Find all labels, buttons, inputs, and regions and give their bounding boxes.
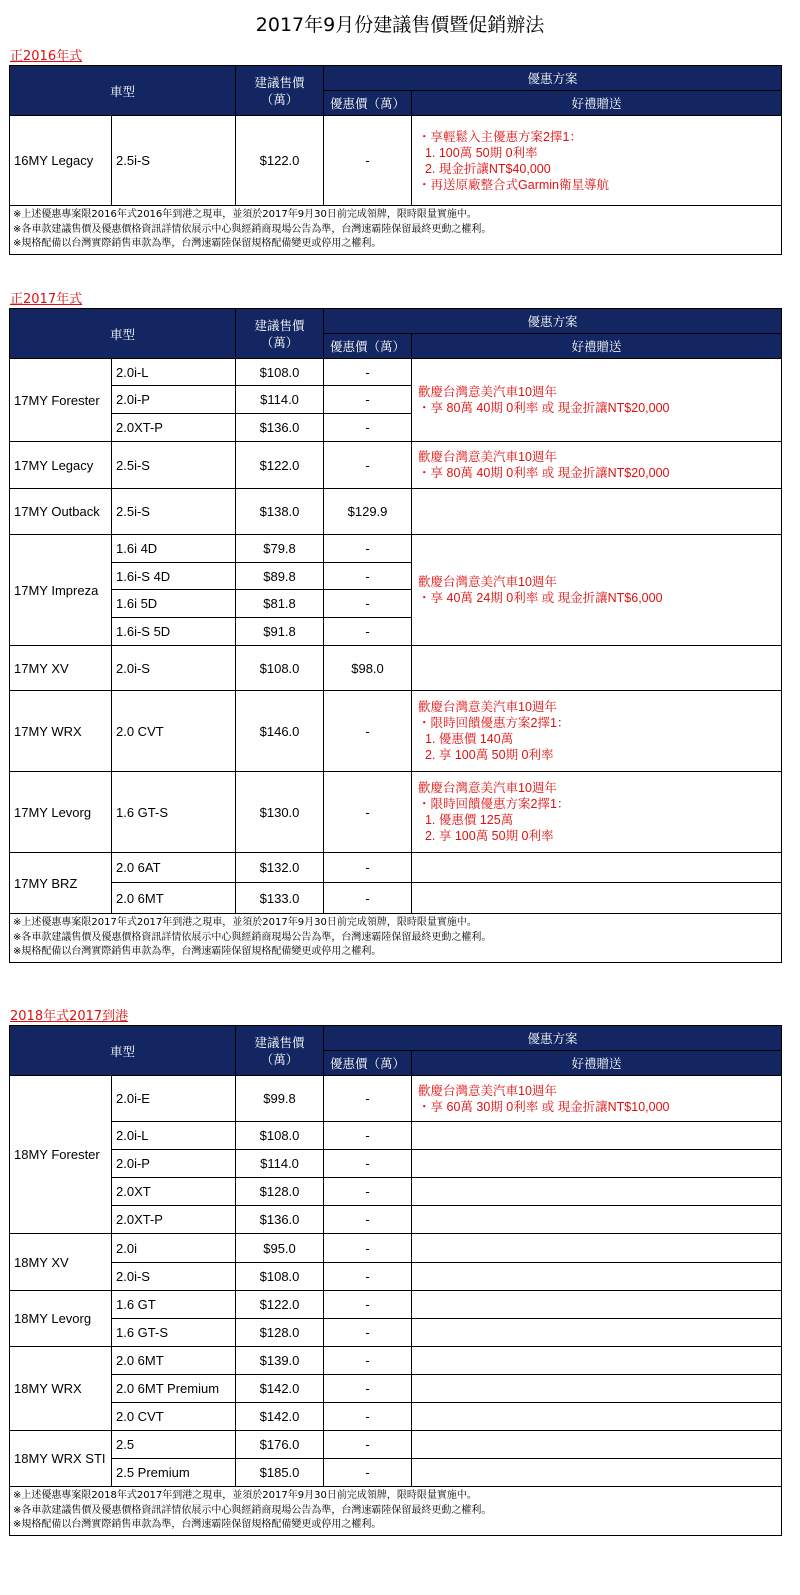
discount-cell: - [324, 1206, 412, 1234]
trim-cell: 2.5i-S [112, 116, 236, 206]
price-cell: $79.8 [236, 535, 324, 563]
table-row [10, 691, 782, 772]
price-cell: $176.0 [236, 1431, 324, 1459]
promo-line: ・享輕鬆入主優惠方案2擇1： [418, 129, 582, 144]
discount-cell: - [324, 359, 412, 386]
trim-cell: 1.6i-S 4D [112, 563, 236, 590]
model-cell: 17MY WRX [10, 691, 112, 772]
model-cell: 18MY XV [10, 1234, 112, 1291]
trim-cell: 2.0XT-P [112, 1206, 236, 1234]
discount-cell: - [324, 883, 412, 914]
price-cell: $133.0 [236, 883, 324, 914]
discount-cell: - [324, 772, 412, 853]
table-row [10, 1291, 782, 1319]
price-cell: $114.0 [236, 1150, 324, 1178]
table-row [10, 1122, 782, 1150]
model-cell: 17MY Outback [10, 489, 112, 535]
promo-cell [412, 116, 782, 206]
header-msrp-text: 建議售價（萬） [254, 317, 305, 350]
trim-cell: 2.0i-P [112, 386, 236, 414]
table-row [10, 883, 782, 914]
promo-line: 2. 享 100萬 50期 0利率 [418, 748, 554, 762]
promo-line: 歡慶台灣意美汽車10週年 [418, 781, 557, 795]
section-label-2018: 2018年式2017到港 [10, 1009, 129, 1024]
price-cell: $91.8 [236, 618, 324, 646]
promo-line: ・限時回饋優惠方案2擇1： [418, 716, 570, 730]
promo-line: ・享 60萬 30期 0利率 或 現金折讓NT$10,000 [418, 1099, 670, 1114]
note-line: ※上述優惠專案限2017年式2017年到港之現車，並須於2017年9月30日前完成領牌，限時限量實施中。 [13, 917, 477, 929]
promo-line: 歡慶台灣意美汽車10週年 [418, 700, 557, 714]
trim-cell: 2.5 [112, 1431, 236, 1459]
header-msrp [236, 1026, 324, 1076]
promo-cell [412, 1234, 782, 1263]
header-model: 車型 [10, 309, 236, 359]
discount-cell: - [324, 1234, 412, 1263]
trim-cell: 1.6 GT [112, 1291, 236, 1319]
price-cell: $122.0 [236, 442, 324, 489]
table-row [10, 1375, 782, 1403]
price-cell: $139.0 [236, 1347, 324, 1375]
price-cell: $142.0 [236, 1375, 324, 1403]
model-cell: 17MY Forester [10, 359, 112, 442]
promo-line: ・限時回饋優惠方案2擇1： [418, 797, 570, 811]
trim-cell: 1.6 GT-S [112, 772, 236, 853]
discount-cell: $98.0 [324, 646, 412, 691]
promo-line: 1. 100萬 50期 0利率 [418, 145, 538, 160]
price-cell: $108.0 [236, 1263, 324, 1291]
discount-cell: $129.9 [324, 489, 412, 535]
model-cell: 16MY Legacy [10, 116, 112, 206]
trim-cell: 2.0i-L [112, 359, 236, 386]
trim-cell: 2.0 6MT [112, 883, 236, 914]
trim-cell: 2.0i-L [112, 1122, 236, 1150]
table-row [10, 359, 782, 386]
price-cell: $122.0 [236, 116, 324, 206]
table-row [10, 1403, 782, 1431]
price-cell: $136.0 [236, 1206, 324, 1234]
price-cell: $89.8 [236, 563, 324, 590]
header-msrp [236, 309, 324, 359]
promo-cell [412, 535, 782, 646]
price-cell: $138.0 [236, 489, 324, 535]
promo-cell [412, 1076, 782, 1122]
header-msrp [236, 66, 324, 116]
trim-cell: 2.0i-P [112, 1150, 236, 1178]
header-model: 車型 [10, 66, 236, 116]
header-discount: 優惠價（萬） [324, 91, 412, 116]
model-cell: 17MY Impreza [10, 535, 112, 646]
model-cell: 18MY Forester [10, 1076, 112, 1234]
note-line: ※上述優惠專案限2018年式2017年到港之現車，並須於2017年9月30日前完成領牌，限時限量實施中。 [13, 1490, 477, 1501]
note-line: ※各車款建議售價及優惠價格資訊詳情依展示中心與經銷商現場公告為準，台灣速霸陸保留最終更動之權利。 [13, 223, 492, 235]
price-cell: $128.0 [236, 1178, 324, 1206]
discount-cell: - [324, 1291, 412, 1319]
promo-cell [412, 1319, 782, 1347]
promo-cell [412, 359, 782, 442]
discount-cell: - [324, 386, 412, 414]
promo-cell [412, 1178, 782, 1206]
discount-cell: - [324, 1150, 412, 1178]
price-cell: $130.0 [236, 772, 324, 853]
discount-cell: - [324, 442, 412, 489]
trim-cell: 2.0XT-P [112, 414, 236, 442]
price-cell: $132.0 [236, 853, 324, 883]
header-discount: 優惠價（萬） [324, 1051, 412, 1076]
price-cell: $136.0 [236, 414, 324, 442]
table-row [10, 1178, 782, 1206]
model-cell: 17MY Legacy [10, 442, 112, 489]
header-row [10, 1026, 782, 1051]
header-gift: 好禮贈送 [412, 1051, 782, 1076]
table-row [10, 116, 782, 206]
trim-cell: 2.0 6MT [112, 1347, 236, 1375]
table-row [10, 1263, 782, 1291]
price-cell: $146.0 [236, 691, 324, 772]
price-cell: $95.0 [236, 1234, 324, 1263]
promo-cell [412, 1431, 782, 1459]
model-cell: 17MY XV [10, 646, 112, 691]
notes-cell [10, 914, 782, 963]
promo-line: 歡慶台灣意美汽車10週年 [418, 450, 557, 464]
promo-cell [412, 1403, 782, 1431]
trim-cell: 2.0i-E [112, 1076, 236, 1122]
trim-cell: 1.6 GT-S [112, 1319, 236, 1347]
promo-cell [412, 772, 782, 853]
notes-row [10, 206, 782, 255]
promo-cell [412, 691, 782, 772]
trim-cell: 2.5i-S [112, 489, 236, 535]
trim-cell: 2.0 6MT Premium [112, 1375, 236, 1403]
price-cell: $99.8 [236, 1076, 324, 1122]
price-table-2018 [9, 1025, 782, 1536]
table-row [10, 772, 782, 853]
table-row [10, 1206, 782, 1234]
promo-line: ・再送原廠整合式Garmin衛星導航 [418, 177, 609, 192]
table-row [10, 535, 782, 563]
trim-cell: 2.0 CVT [112, 1403, 236, 1431]
note-line: ※各車款建議售價及優惠價格資訊詳情依展示中心與經銷商現場公告為準，台灣速霸陸保留最終更動之權利。 [13, 1504, 492, 1516]
promo-cell [412, 1291, 782, 1319]
discount-cell: - [324, 1347, 412, 1375]
price-cell: $142.0 [236, 1403, 324, 1431]
promo-line: 歡慶台灣意美汽車10週年 [418, 575, 557, 589]
note-line: ※各車款建議售價及優惠價格資訊詳情依展示中心與經銷商現場公告為準，台灣速霸陸保留最終更動之權利。 [13, 931, 492, 943]
promo-cell [412, 1263, 782, 1291]
price-cell: $114.0 [236, 386, 324, 414]
header-row [10, 66, 782, 91]
header-gift: 好禮贈送 [412, 91, 782, 116]
note-line: ※規格配備以台灣實際銷售車款為準，台灣速霸陸保留規格配備變更或停用之權利。 [13, 946, 382, 958]
discount-cell: - [324, 1263, 412, 1291]
discount-cell: - [324, 691, 412, 772]
table-row [10, 853, 782, 883]
price-cell: $108.0 [236, 1122, 324, 1150]
table-row [10, 646, 782, 691]
price-table-2017 [9, 308, 782, 963]
model-cell: 17MY BRZ [10, 853, 112, 914]
notes-cell [10, 206, 782, 255]
header-msrp-text: 建議售價（萬） [254, 1034, 305, 1067]
promo-line: 1. 優惠價 140萬 [418, 732, 514, 746]
table-row [10, 1150, 782, 1178]
promo-line: ・享 80萬 40期 0利率 或 現金折讓NT$20,000 [418, 401, 670, 415]
trim-cell: 2.5 Premium [112, 1459, 236, 1487]
page-title: 2017年9月份建議售價暨促銷辦法 [255, 14, 545, 36]
header-discount: 優惠價（萬） [324, 334, 412, 359]
table-row [10, 1076, 782, 1122]
table-row [10, 489, 782, 535]
promo-cell [412, 489, 782, 535]
model-cell: 18MY Levorg [10, 1291, 112, 1347]
promo-line: ・享 40萬 24期 0利率 或 現金折讓NT$6,000 [418, 591, 663, 605]
price-cell: $108.0 [236, 359, 324, 386]
table-row [10, 1234, 782, 1263]
table-row [10, 1319, 782, 1347]
trim-cell: 1.6i 4D [112, 535, 236, 563]
discount-cell: - [324, 563, 412, 590]
note-line: ※上述優惠專案限2016年式2016年到港之現車，並須於2017年9月30日前完成領牌，限時限量實施中。 [13, 209, 477, 221]
promo-cell [412, 442, 782, 489]
table-row [10, 1431, 782, 1459]
notes-row [10, 914, 782, 963]
price-cell: $185.0 [236, 1459, 324, 1487]
promo-line: 歡慶台灣意美汽車10週年 [418, 1083, 557, 1098]
discount-cell: - [324, 1178, 412, 1206]
promo-line: 2. 享 100萬 50期 0利率 [418, 829, 554, 843]
discount-cell: - [324, 1459, 412, 1487]
table-row [10, 1347, 782, 1375]
trim-cell: 2.0i-S [112, 1263, 236, 1291]
trim-cell: 1.6i 5D [112, 590, 236, 618]
table-row [10, 442, 782, 489]
header-offer: 優惠方案 [324, 1026, 782, 1051]
header-model: 車型 [10, 1026, 236, 1076]
discount-cell: - [324, 414, 412, 442]
promo-cell [412, 1375, 782, 1403]
header-offer: 優惠方案 [324, 309, 782, 334]
table-row [10, 1459, 782, 1487]
model-cell: 18MY WRX [10, 1347, 112, 1431]
discount-cell: - [324, 1319, 412, 1347]
promo-line: ・享 80萬 40期 0利率 或 現金折讓NT$20,000 [418, 466, 670, 480]
note-line: ※規格配備以台灣實際銷售車款為準，台灣速霸陸保留規格配備變更或停用之權利。 [13, 238, 382, 250]
header-row [10, 309, 782, 334]
promo-cell [412, 883, 782, 914]
trim-cell: 1.6i-S 5D [112, 618, 236, 646]
price-cell: $108.0 [236, 646, 324, 691]
trim-cell: 2.0XT [112, 1178, 236, 1206]
promo-cell [412, 1347, 782, 1375]
section-label-2017: 正2017年式 [10, 292, 83, 307]
trim-cell: 2.5i-S [112, 442, 236, 489]
section-label-2016: 正2016年式 [10, 49, 83, 64]
note-line: ※規格配備以台灣實際銷售車款為準，台灣速霸陸保留規格配備變更或停用之權利。 [13, 1519, 382, 1530]
notes-cell [10, 1487, 782, 1536]
promo-cell [412, 1150, 782, 1178]
header-msrp-text: 建議售價（萬） [254, 74, 305, 107]
discount-cell: - [324, 1122, 412, 1150]
price-cell: $81.8 [236, 590, 324, 618]
price-cell: $122.0 [236, 1291, 324, 1319]
model-cell: 17MY Levorg [10, 772, 112, 853]
discount-cell: - [324, 590, 412, 618]
price-table-2016 [9, 65, 782, 255]
promo-cell [412, 1459, 782, 1487]
trim-cell: 2.0 CVT [112, 691, 236, 772]
model-cell: 18MY WRX STI [10, 1431, 112, 1487]
promo-line: 1. 優惠價 125萬 [418, 813, 514, 827]
trim-cell: 2.0i-S [112, 646, 236, 691]
discount-cell: - [324, 618, 412, 646]
promo-line: 2. 現金折讓NT$40,000 [418, 161, 551, 176]
promo-cell [412, 646, 782, 691]
discount-cell: - [324, 1403, 412, 1431]
header-gift: 好禮贈送 [412, 334, 782, 359]
discount-cell: - [324, 1375, 412, 1403]
price-cell: $128.0 [236, 1319, 324, 1347]
discount-cell: - [324, 1431, 412, 1459]
promo-cell [412, 853, 782, 883]
promo-cell [412, 1122, 782, 1150]
trim-cell: 2.0i [112, 1234, 236, 1263]
discount-cell: - [324, 535, 412, 563]
discount-cell: - [324, 853, 412, 883]
promo-line: 歡慶台灣意美汽車10週年 [418, 385, 557, 399]
discount-cell: - [324, 116, 412, 206]
trim-cell: 2.0 6AT [112, 853, 236, 883]
header-offer: 優惠方案 [324, 66, 782, 91]
notes-row [10, 1487, 782, 1536]
discount-cell: - [324, 1076, 412, 1122]
promo-cell [412, 1206, 782, 1234]
